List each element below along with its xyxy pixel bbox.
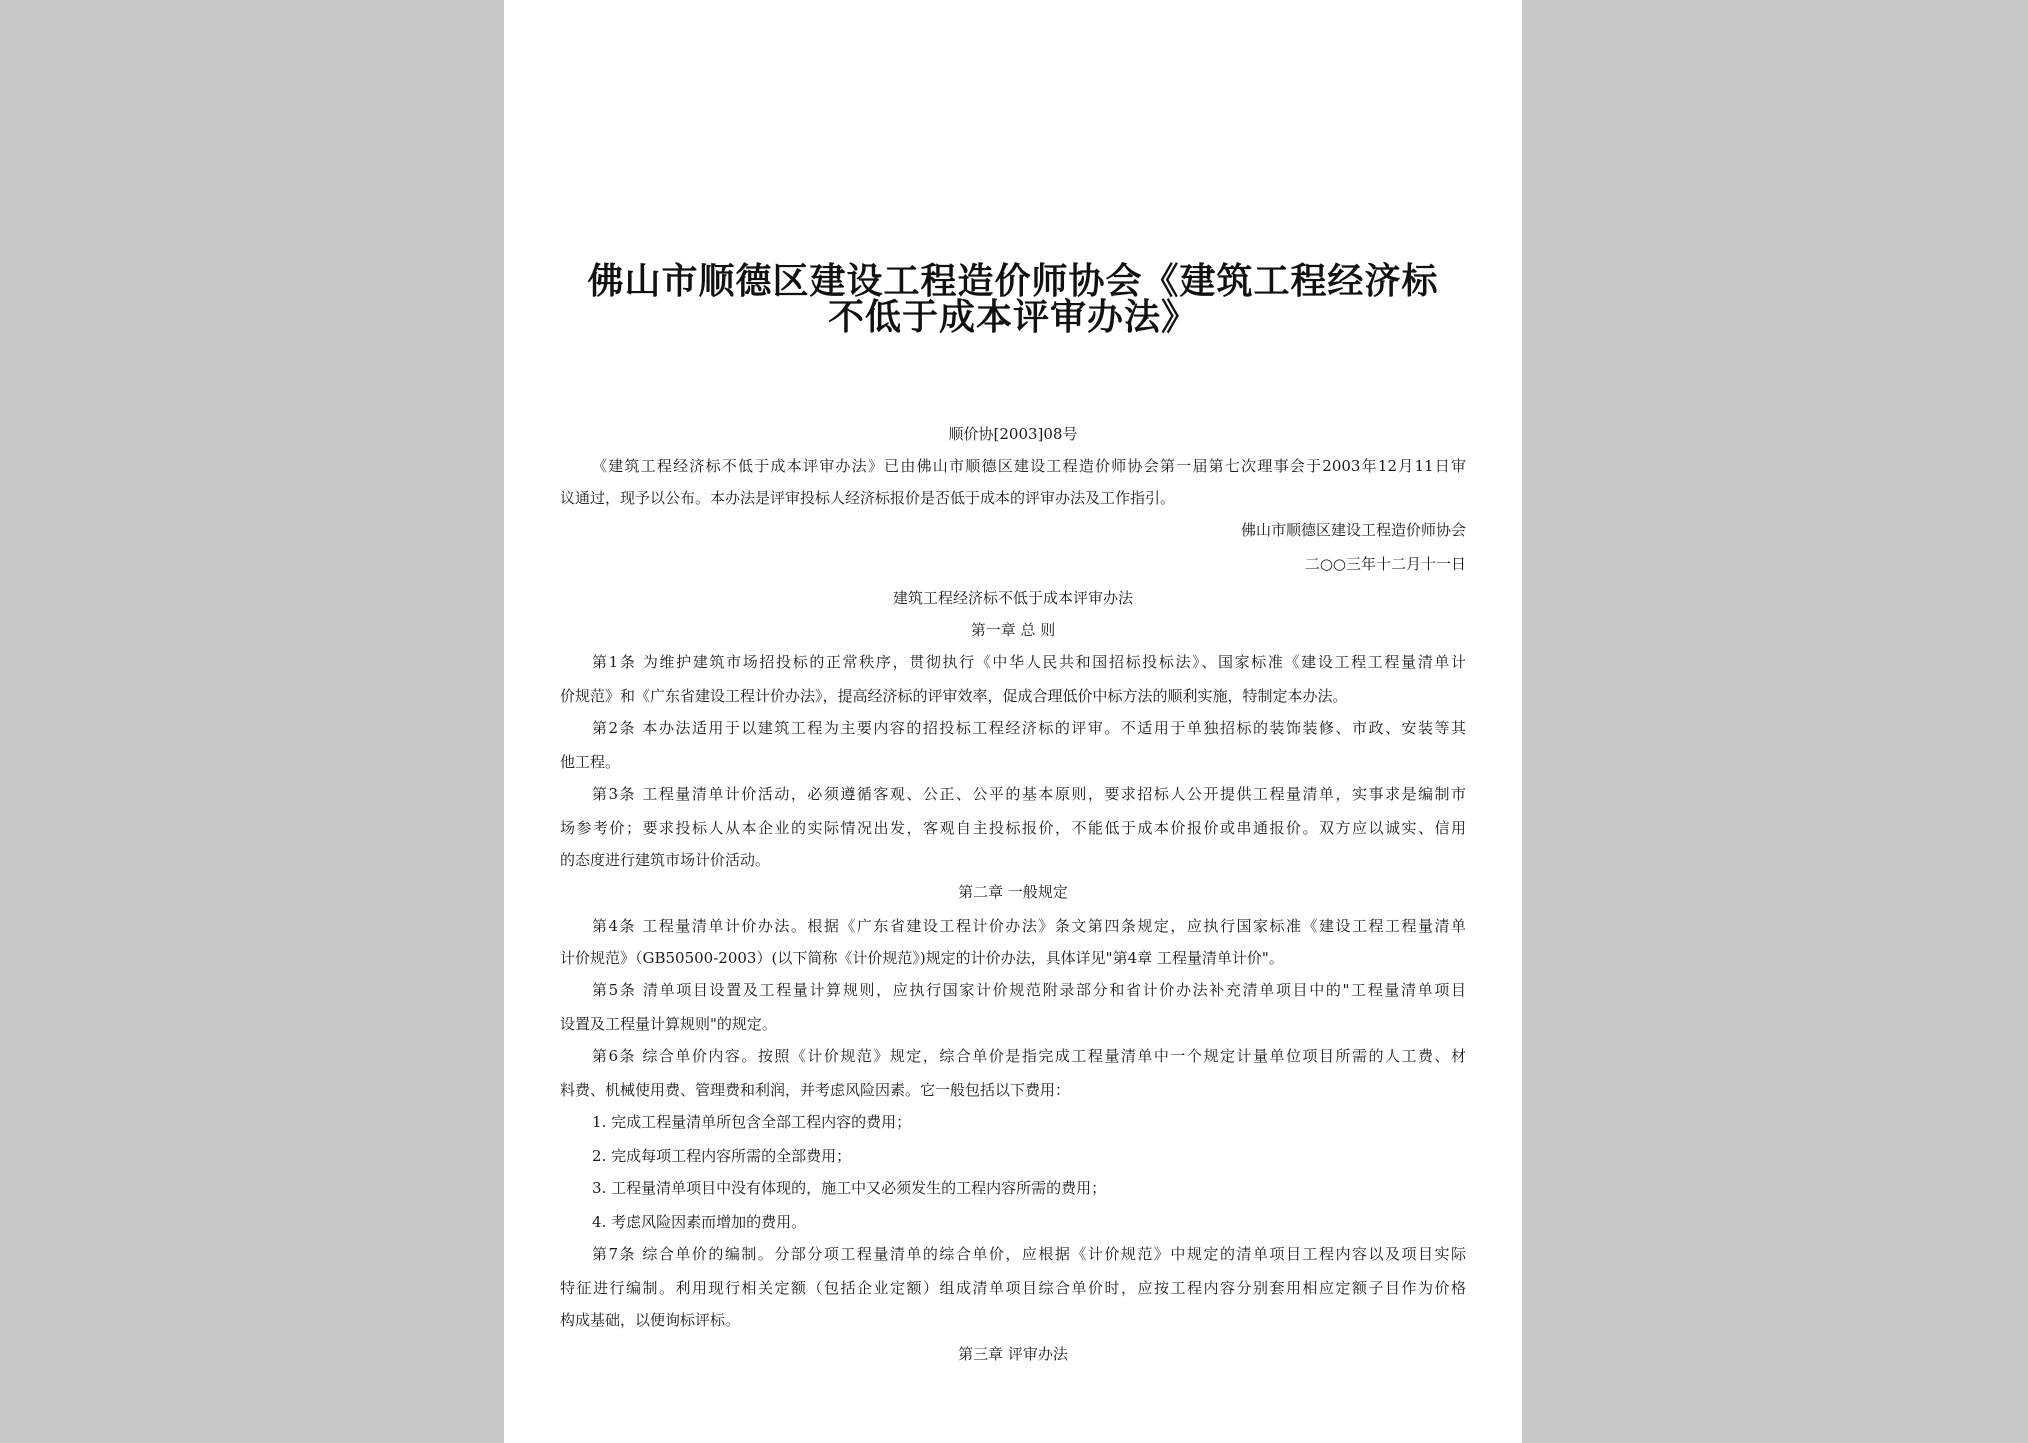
article-1-line: 第1条 为维护建筑市场招投标的正常秩序，贯彻执行《中华人民共和国招标投标法》、国家标准《建设工程工程量清单计 xyxy=(592,653,1466,671)
document-title-line-1: 佛山市顺德区建设工程造价师协会《建筑工程经济标 xyxy=(587,261,1439,302)
document-number: 顺价协[2003]08号 xyxy=(948,425,1078,443)
document-title-line-2: 不低于成本评审办法》 xyxy=(827,297,1198,338)
document-page xyxy=(504,0,1522,1443)
article-4-line: 第4条 工程量清单计价办法。根据《广东省建设工程计价办法》条文第四条规定，应执行国家标准《建设工程工程量清单 xyxy=(592,917,1466,935)
article-4-line: 计价规范》（GB50500-2003）(以下简称《计价规范》)规定的计价办法，具体详见"第4章 工程量清单计价"。 xyxy=(560,949,1284,967)
article-6-line: 料费、机械使用费、管理费和利润，并考虑风险因素。它一般包括以下费用： xyxy=(560,1081,1071,1099)
intro-paragraph-line: 议通过，现予以公布。本办法是评审投标人经济标报价是否低于成本的评审办法及工作指引。 xyxy=(560,489,1176,507)
article-6-line: 第6条 综合单价内容。按照《计价规范》规定，综合单价是指完成工程量清单中一个规定计量单位项目所需的人工费、材 xyxy=(592,1047,1466,1065)
article-5-line: 设置及工程量计算规则"的规定。 xyxy=(560,1015,777,1033)
list-item: 2. 完成每项工程内容所需的全部费用； xyxy=(592,1147,852,1165)
list-item: 3. 工程量清单项目中没有体现的，施工中又必须发生的工程内容所需的费用； xyxy=(592,1179,1107,1197)
article-1-line: 价规范》和《广东省建设工程计价办法》，提高经济标的评审效率，促成合理低价中标方法的顺利实施，特制定本办法。 xyxy=(560,687,1348,705)
signature-organization: 佛山市顺德区建设工程造价师协会 xyxy=(1240,521,1466,539)
article-2-line: 他工程。 xyxy=(560,753,621,771)
intro-paragraph-line: 《建筑工程经济标不低于成本评审办法》已由佛山市顺德区建设工程造价师协会第一届第七次理事会于2003年12月11日审 xyxy=(592,457,1466,475)
article-7-line: 构成基础，以便询标评标。 xyxy=(560,1311,741,1329)
article-3-line: 的态度进行建筑市场计价活动。 xyxy=(560,851,771,869)
list-item: 4. 考虑风险因素而增加的费用。 xyxy=(592,1213,807,1231)
chapter-heading: 第二章 一般规定 xyxy=(958,883,1068,901)
chapter-heading: 第一章 总 则 xyxy=(970,621,1056,639)
article-2-line: 第2条 本办法适用于以建筑工程为主要内容的招投标工程经济标的评审。不适用于单独招标的装饰装修、市政、安装等其 xyxy=(592,719,1466,737)
chapter-heading: 第三章 评审办法 xyxy=(958,1345,1068,1363)
article-3-line: 场参考价；要求投标人从本企业的实际情况出发，客观自主投标报价，不能低于成本价报价或串通报价。双方应以诚实、信用 xyxy=(560,819,1466,837)
regulation-title: 建筑工程经济标不低于成本评审办法 xyxy=(892,589,1133,607)
article-3-line: 第3条 工程量清单计价活动，必须遵循客观、公正、公平的基本原则，要求招标人公开提供工程量清单，实事求是编制市 xyxy=(592,785,1466,803)
article-7-line: 第7条 综合单价的编制。分部分项工程量清单的综合单价，应根据《计价规范》中规定的清单项目工程内容以及项目实际 xyxy=(592,1245,1466,1263)
article-5-line: 第5条 清单项目设置及工程量计算规则，应执行国家计价规范附录部分和省计价办法补充清单项目中的"工程量清单项目 xyxy=(592,981,1466,999)
list-item: 1. 完成工程量清单所包含全部工程内容的费用； xyxy=(592,1113,912,1131)
article-7-line: 特征进行编制。利用现行相关定额（包括企业定额）组成清单项目综合单价时，应按工程内容分别套用相应定额子目作为价格 xyxy=(560,1279,1466,1297)
signature-date: 二○○三年十二月十一日 xyxy=(1304,555,1466,573)
